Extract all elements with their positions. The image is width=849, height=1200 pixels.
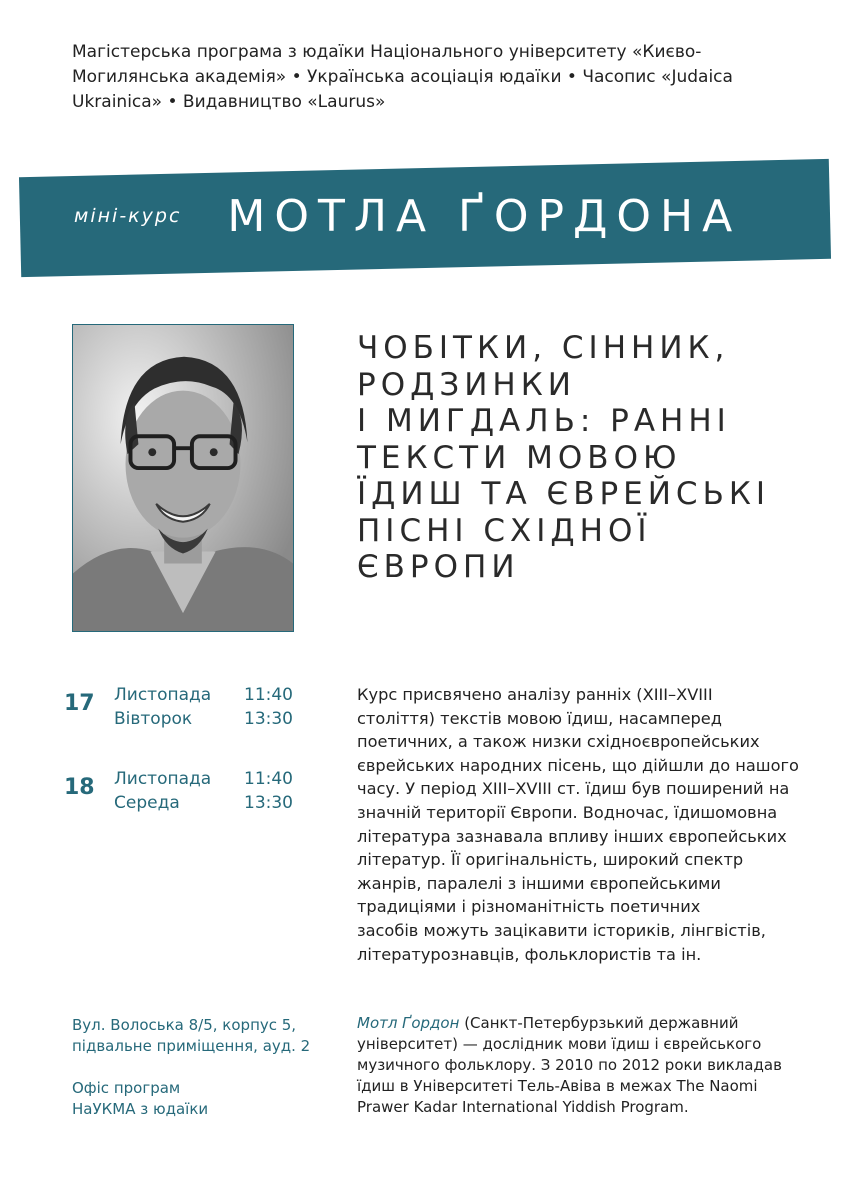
- description-line: літературознавців, фольклористів та ін.: [357, 944, 702, 964]
- address-line: Вул. Волоська 8/5, корпус 5,: [72, 1016, 297, 1034]
- session-start-time: 11:40: [244, 769, 293, 789]
- description-line: єврейських народних пісень, що дійшли до нашого: [357, 755, 799, 775]
- bio-line: університет) — дослідник мови їдиш і єврейського: [357, 1035, 762, 1053]
- session-day: 17: [64, 691, 95, 716]
- speaker-bio: [357, 1013, 807, 1118]
- session-item: [64, 683, 314, 767]
- session-weekday: Середа: [114, 793, 180, 813]
- description-line: часу. У період XIII–XVIII ст. їдиш був поширений на: [357, 779, 790, 799]
- description-line: значній території Європи. Водночас, їдишомовна: [357, 802, 778, 822]
- session-second-time: 13:30: [244, 709, 293, 729]
- bio-line: музичного фольклору. З 2010 по 2012 роки викладав: [357, 1056, 782, 1074]
- title-line: ПІСНІ СХІДНОЇ: [357, 512, 652, 549]
- title-line: ЧОБІТКИ, СІННИК,: [357, 330, 730, 366]
- session-day: 18: [64, 775, 95, 800]
- bio-speaker-name: Мотл Ґордон: [357, 1014, 460, 1032]
- description-line: Курс присвячено аналізу ранніх (XIII–XVIII: [357, 685, 713, 704]
- course-description: [357, 683, 807, 966]
- office-line: НаУКМА з юдаїки: [72, 1100, 209, 1118]
- program-office: [72, 1078, 332, 1120]
- schedule: [64, 683, 314, 851]
- title-line: ТЕКСТИ МОВОЮ: [357, 439, 682, 476]
- description-line: література зазнавала впливу інших європейських: [357, 826, 787, 846]
- course-title: [357, 330, 827, 586]
- address-line: підвальне приміщення, ауд. 2: [72, 1037, 311, 1055]
- session-month: Листопада: [114, 685, 212, 705]
- title-line: ЄВРОПИ: [357, 549, 520, 585]
- title-line: ЇДИШ ТА ЄВРЕЙСЬКІ: [357, 476, 770, 512]
- session-second-time: 13:30: [244, 793, 293, 813]
- bio-line: Prawer Kadar International Yiddish Program.: [357, 1098, 689, 1116]
- description-line: літератур. Її оригінальність, широкий спектр: [357, 850, 744, 870]
- bio-line: [357, 1013, 807, 1034]
- session-weekday: Вівторок: [114, 709, 193, 729]
- speaker-photo: [72, 324, 294, 632]
- course-label: міні-курс: [74, 205, 182, 227]
- title-line: РОДЗИНКИ: [357, 366, 576, 403]
- speaker-name: МОТЛА ҐОРДОНА: [227, 190, 742, 242]
- venue-address: [72, 1015, 332, 1057]
- session-month: Листопада: [114, 769, 212, 789]
- description-line: засобів можуть зацікавити істориків, лінгвістів,: [357, 920, 766, 940]
- description-line: традиціями і різноманітність поетичних: [357, 897, 701, 917]
- description-line: жанрів, паралелі з іншими європейськими: [357, 873, 721, 893]
- bio-line: їдиш в Університеті Тель-Авіва в межах The Naomi: [357, 1077, 758, 1095]
- bio-first-line-text: (Санкт-Петербурзький державний: [459, 1014, 739, 1032]
- description-line: століття) текстів мовою їдиш, насамперед: [357, 708, 722, 728]
- session-item: [64, 767, 314, 851]
- office-line: Офіс програм: [72, 1079, 181, 1097]
- description-line: поетичних, а також низки східноєвропейських: [357, 732, 760, 752]
- banner-text: [74, 186, 741, 246]
- session-start-time: 11:40: [244, 685, 293, 705]
- organizers-line: Магістерська програма з юдаїки Національного університету «Києво-Могилянська академія» • Українська асоціація юдаїки • Часопис «Judaica Ukrainica» • Видавництво «Laurus»: [72, 42, 733, 112]
- title-line: І МИГДАЛЬ: РАННІ: [357, 403, 731, 439]
